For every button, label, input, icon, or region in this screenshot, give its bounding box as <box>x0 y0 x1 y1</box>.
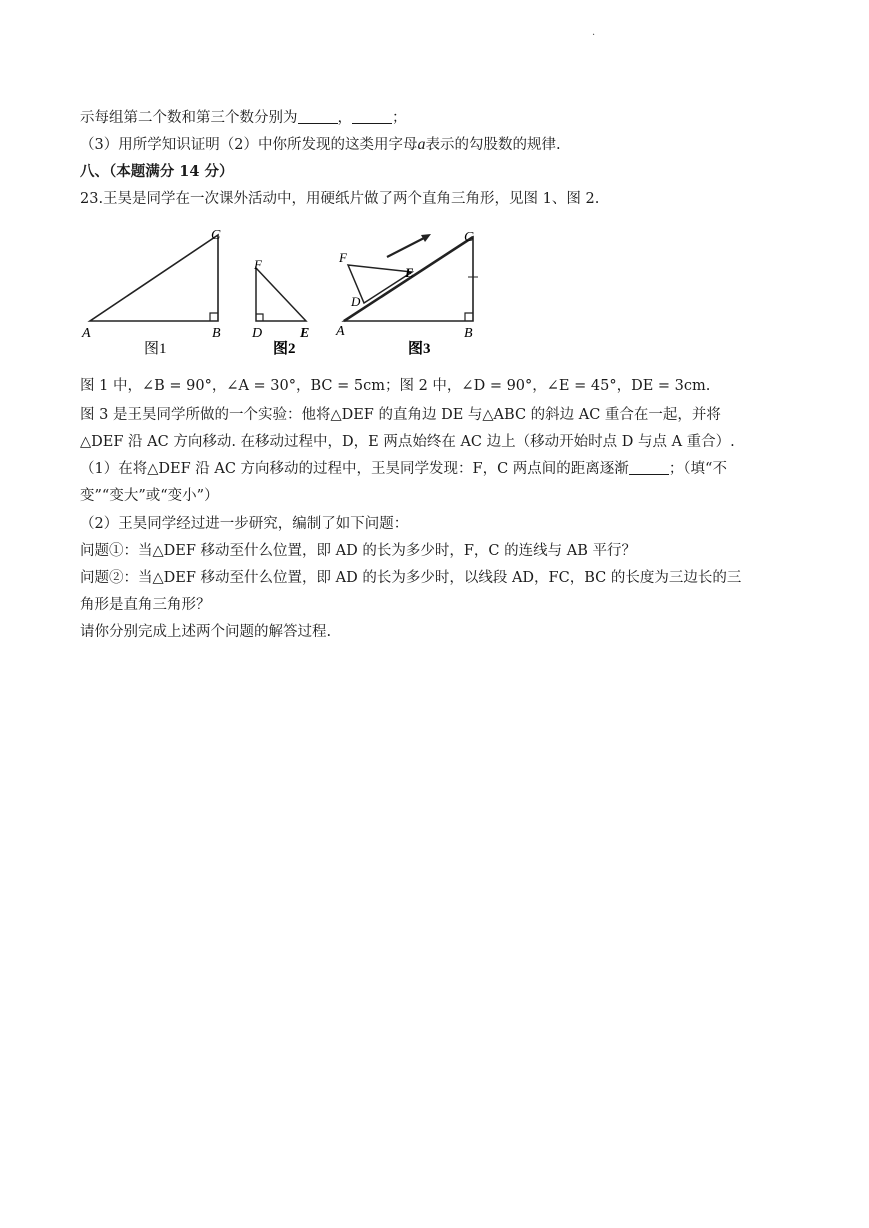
text: 示每组第二个数和第三个数分别为 <box>80 110 298 126</box>
caption-fig3: 图3 <box>408 341 431 357</box>
text: ， <box>337 110 352 126</box>
figure-1 <box>80 225 230 360</box>
answer-blank <box>352 109 392 124</box>
right-angle-mark <box>210 313 218 321</box>
part-1 <box>80 459 727 479</box>
label-b: B <box>464 326 473 341</box>
text: （3）用所学知识证明（2）中你所发现的这类用字母 <box>80 137 418 153</box>
triangle-def <box>256 268 306 321</box>
label-e: E <box>405 265 414 280</box>
section-heading: 八、（本题满分 14 分） <box>80 163 234 180</box>
fig3-description-2: △DEF 沿 AC 方向移动. 在移动过程中，D，E 两点始终在 AC 边上（移动开始时点 D 与点 A 重合）. <box>80 434 735 450</box>
problem-2-line-2: 角形是直角三角形？ <box>80 597 211 613</box>
part-1-options: 变”“变大”或“变小”） <box>80 488 219 504</box>
answer-blank <box>629 460 669 475</box>
label-d: D <box>252 326 263 341</box>
caption-fig1: 图1 <box>144 341 167 357</box>
line-1 <box>80 108 407 128</box>
label-a: A <box>82 326 91 341</box>
problem-1: 问题①：当△DEF 移动至什么位置，即 AD 的长为多少时，F，C 的连线与 AB 平行？ <box>80 543 636 559</box>
label-a: A <box>336 324 345 339</box>
right-angle-mark <box>256 314 263 321</box>
problem-2-line-1: 问题②：当△DEF 移动至什么位置，即 AD 的长为多少时，以线段 AD，FC，BC 的长度为三边长的三 <box>80 570 742 586</box>
part-2: （2）王昊同学经过进一步研究，编制了如下问题： <box>80 516 409 532</box>
fig3-description-1: 图 3 是王昊同学所做的一个实验：他将△DEF 的直角边 DE 与△ABC 的斜边 AC 重合在一起，并将 <box>80 407 721 423</box>
label-e: E <box>300 326 310 341</box>
answer-blank <box>298 109 338 124</box>
closing-instruction: 请你分别完成上述两个问题的解答过程. <box>80 624 332 640</box>
figure-3 <box>330 225 490 360</box>
label-c: C <box>211 228 221 243</box>
given-conditions: 图 1 中，∠B = 90°，∠A = 30°，BC = 5cm；图 2 中，∠D = 90°，∠E = 45°，DE = 3cm. <box>80 378 711 394</box>
text: 表示的勾股数的规律. <box>425 137 561 153</box>
right-angle-mark <box>465 313 473 321</box>
direction-arrow <box>387 237 426 257</box>
variable-a: a <box>417 136 426 153</box>
header-mark: · <box>592 30 596 41</box>
text: ； <box>392 110 407 126</box>
text: ；（填“不 <box>668 461 727 477</box>
label-b: B <box>212 326 221 341</box>
label-d: D <box>351 294 361 309</box>
text: （1）在将△DEF 沿 AC 方向移动的过程中，王昊同学发现：F，C 两点间的距离逐渐 <box>80 461 629 477</box>
figure-2 <box>246 255 326 360</box>
label-c: C <box>464 230 474 245</box>
label-f: F <box>254 257 262 272</box>
question-23: 23.王昊是同学在一次课外活动中，用硬纸片做了两个直角三角形，见图 1、图 2. <box>80 191 600 207</box>
caption-fig2: 图2 <box>273 341 296 357</box>
line-2 <box>80 135 561 155</box>
triangle-abc <box>90 235 218 321</box>
label-f: F <box>339 250 347 265</box>
